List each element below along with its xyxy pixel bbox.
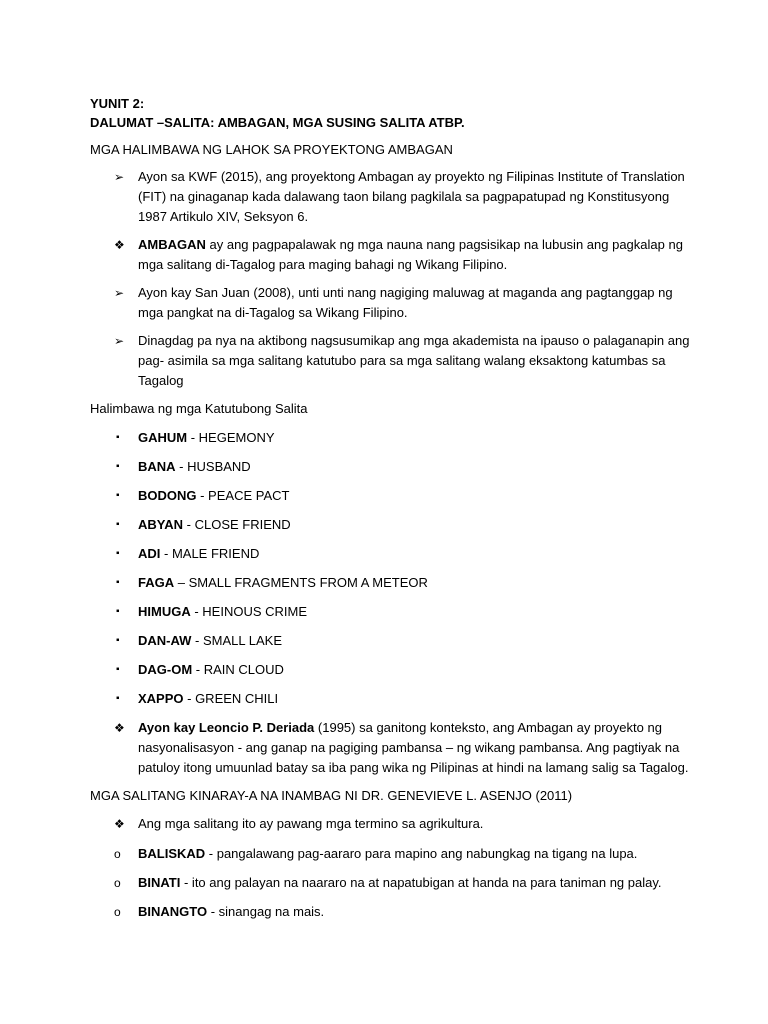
item-text: - ito ang palayan na naararo na at napatubigan at handa na para taniman ng palay.	[180, 875, 662, 890]
square-bullet-icon: ▪	[116, 490, 120, 501]
square-bullet-icon: ▪	[116, 461, 120, 472]
item-bold-term: AMBAGAN	[138, 237, 206, 252]
word-translation: - MALE FRIEND	[160, 546, 260, 561]
section-heading-ambagan: MGA HALIMBAWA NG LAHOK SA PROYEKTONG AMBAGAN	[90, 142, 453, 157]
word-term: ABYAN	[138, 517, 184, 532]
square-bullet-icon: ▪	[116, 606, 120, 617]
square-bullet-icon: ▪	[116, 432, 120, 443]
arrow-bullet-icon: ➢	[114, 170, 125, 184]
item-text: (1995) sa ganitong konteksto, ang Ambagan ay proyekto ng nasyonalisasyon - ang ganap na pagiging pambansa – ng wikang pambansa. Ang pagtiyak na patuloy itong umuunlad batay sa iba pang wika ng Pilipinas at hindi na lamang salig sa Tagalog.	[138, 720, 689, 775]
unit-title: YUNIT 2:	[90, 96, 145, 111]
word-term: DAN-AW	[138, 633, 192, 648]
square-bullet-icon: ▪	[116, 519, 120, 530]
item-bold-term: Ayon kay Leoncio P. Deriada	[138, 720, 315, 735]
list-item	[90, 167, 690, 227]
item-text: ay ang pagpapalawak ng mga nauna nang pagsisikap na lubusin ang pagkalap ng mga salitang di-Tagalog para maging bahagi ng Wikang Filipino.	[138, 237, 683, 272]
word-translation: - SMALL LAKE	[191, 633, 282, 648]
square-bullet-icon: ▪	[116, 577, 120, 588]
word-translation: - HEINOUS CRIME	[190, 604, 308, 619]
diamond-bullet-icon: ❖	[114, 817, 125, 831]
circle-bullet-icon: o	[114, 905, 121, 919]
diamond-bullet-icon: ❖	[114, 721, 125, 735]
word-term: ADI	[138, 546, 161, 561]
word-translation: - GREEN CHILI	[183, 691, 279, 706]
diamond-bullet-icon: ❖	[114, 238, 125, 252]
word-translation: – SMALL FRAGMENTS FROM A METEOR	[174, 575, 428, 590]
arrow-bullet-icon: ➢	[114, 286, 125, 300]
word-term: BANA	[138, 459, 176, 474]
item-text: Ayon kay San Juan (2008), unti unti nang nagiging maluwag at maganda ang pagtanggap ng mga pangkat na di-Tagalog sa Wikang Filipino.	[138, 285, 673, 320]
word-translation: - RAIN CLOUD	[192, 662, 284, 677]
item-text: - sinangag na mais.	[207, 904, 325, 919]
list-item	[90, 718, 690, 778]
arrow-bullet-icon: ➢	[114, 334, 125, 348]
word-translation: - HEGEMONY	[187, 430, 275, 445]
item-text: Dinagdag pa nya na aktibong nagsusumikap ang mga akademista na ipauso o palaganapin ang pag- asimila sa mga salitang katutubo para sa mga salitang walang eksaktong katumbas sa Tagalog	[138, 333, 690, 388]
word-term: BODONG	[138, 488, 197, 503]
word-term: XAPPO	[138, 691, 184, 706]
list-item	[90, 283, 690, 323]
item-text: Ang mga salitang ito ay pawang mga termino sa agrikultura.	[138, 816, 484, 831]
square-bullet-icon: ▪	[116, 693, 120, 704]
document-title: DALUMAT –SALITA: AMBAGAN, MGA SUSING SALITA ATBP.	[90, 115, 465, 130]
list-item	[90, 331, 690, 391]
item-bold-term: BINATI	[138, 875, 181, 890]
square-bullet-icon: ▪	[116, 548, 120, 559]
list-item	[90, 235, 690, 275]
circle-bullet-icon: o	[114, 847, 121, 861]
word-term: GAHUM	[138, 430, 188, 445]
item-text: Ayon sa KWF (2015), ang proyektong Ambagan ay proyekto ng Filipinas Institute of Translation (FIT) na ginaganap kada dalawang taon bilang pagkilala sa pagpapatupad ng Konstitusyong 1987 Artikulo XIV, Seksyon 6.	[138, 169, 685, 224]
word-term: HIMUGA	[138, 604, 191, 619]
word-translation: - PEACE PACT	[196, 488, 290, 503]
word-translation: - CLOSE FRIEND	[183, 517, 291, 532]
section-heading-native-words: Halimbawa ng mga Katutubong Salita	[90, 401, 308, 416]
item-text: - pangalawang pag-aararo para mapino ang nabungkag na tigang na lupa.	[205, 846, 638, 861]
square-bullet-icon: ▪	[116, 635, 120, 646]
word-term: FAGA	[138, 575, 175, 590]
section-heading-kinaray-a: MGA SALITANG KINARAY-A NA INAMBAG NI DR. GENEVIEVE L. ASENJO (2011)	[90, 788, 573, 803]
word-translation: - HUSBAND	[175, 459, 251, 474]
square-bullet-icon: ▪	[116, 664, 120, 675]
item-bold-term: BINANGTO	[138, 904, 208, 919]
word-term: DAG-OM	[138, 662, 193, 677]
circle-bullet-icon: o	[114, 876, 121, 890]
item-bold-term: BALISKAD	[138, 846, 206, 861]
